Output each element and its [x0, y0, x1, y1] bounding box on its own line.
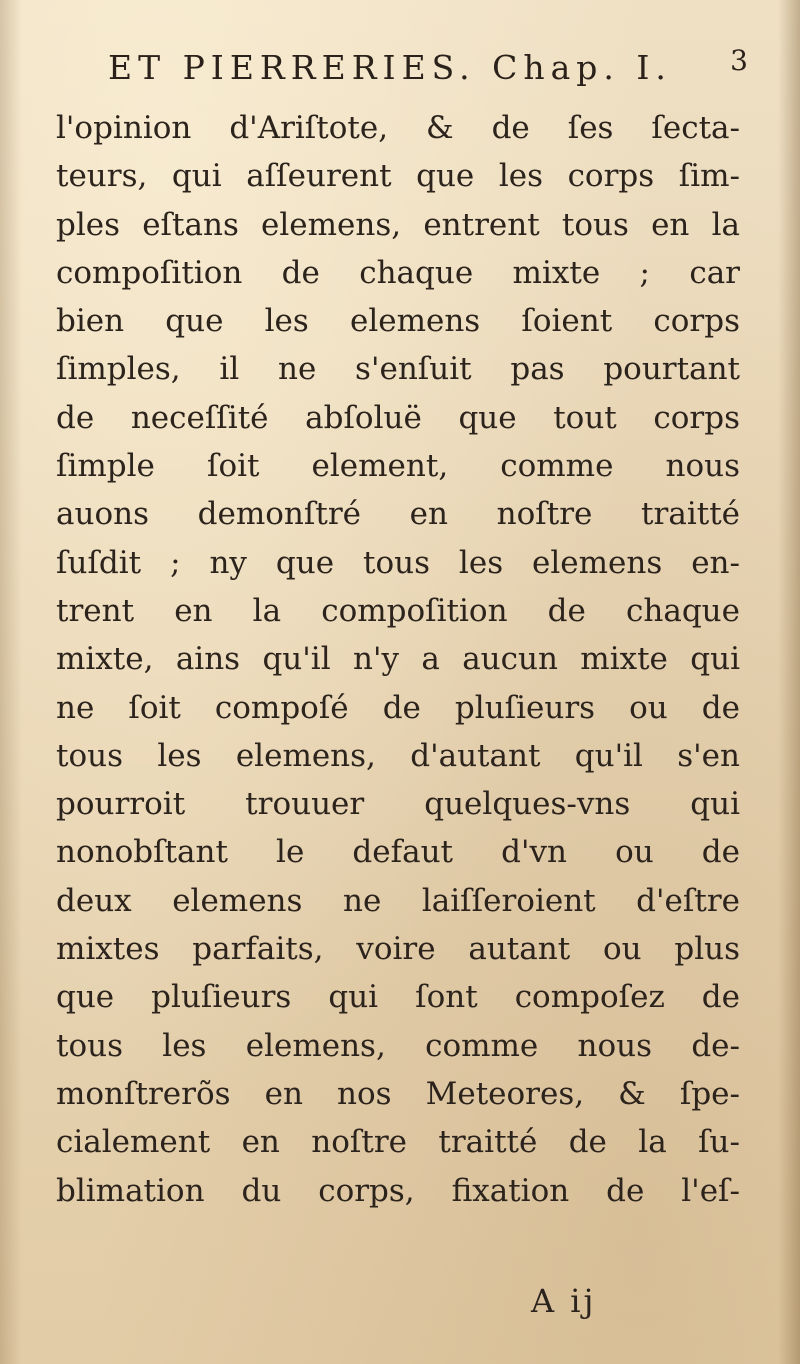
page-header — [108, 44, 748, 100]
text-line: nonobſtant le defaut d'vn ou de — [56, 834, 740, 871]
text-line: ſuſdit ; ny que tous les elemens en- — [56, 544, 740, 581]
text-line: que pluſieurs qui ſont compoſez de — [56, 979, 740, 1016]
text-line: mixte, ains qu'il n'y a aucun mixte qui — [56, 641, 740, 678]
text-line: l'opinion d'Ariſtote, & de ſes ſecta- — [56, 110, 740, 146]
page-number: 3 — [730, 44, 748, 77]
text-line: pourroit trouuer quelques-vns qui — [56, 786, 740, 823]
text-line: monſtrerõs en nos Meteores, & ſpe- — [56, 1075, 740, 1112]
text-line: ſimple ſoit element, comme nous — [56, 448, 740, 485]
text-line: ſimples, il ne s'enſuit pas pourtant — [56, 351, 740, 388]
text-line: deux elemens ne laiſſeroient d'eſtre — [56, 882, 740, 919]
page-edge-right — [778, 0, 800, 1364]
text-line: tous les elemens, d'autant qu'il s'en — [56, 737, 740, 774]
running-title: ET PIERRERIES. Chap. I. — [108, 48, 672, 87]
text-line: cialement en noſtre traitté de la ſu- — [56, 1124, 740, 1161]
body-text — [56, 104, 740, 1215]
signature-mark: A ij — [531, 1282, 597, 1320]
text-line: ples eſtans elemens, entrent tous en la — [56, 206, 740, 243]
page-edge-left — [0, 0, 22, 1364]
text-line: ne ſoit compoſé de pluſieurs ou de — [56, 689, 740, 726]
text-line: teurs, qui aſſeurent que les corps ſim- — [56, 158, 740, 195]
text-line: tous les elemens, comme nous de- — [56, 1027, 740, 1064]
text-line: de neceſſité abſoluë que tout corps — [56, 399, 740, 436]
text-line: bien que les elemens ſoient corps — [56, 303, 740, 340]
text-line: blimation du corps, fixation de l'eſ- — [56, 1172, 740, 1209]
text-line: auons demonſtré en noſtre traitté — [56, 496, 740, 533]
text-line: trent en la compoſition de chaque — [56, 592, 740, 629]
text-line: mixtes parfaits, voire autant ou plus — [56, 931, 740, 968]
text-line: compoſition de chaque mixte ; car — [56, 254, 740, 291]
